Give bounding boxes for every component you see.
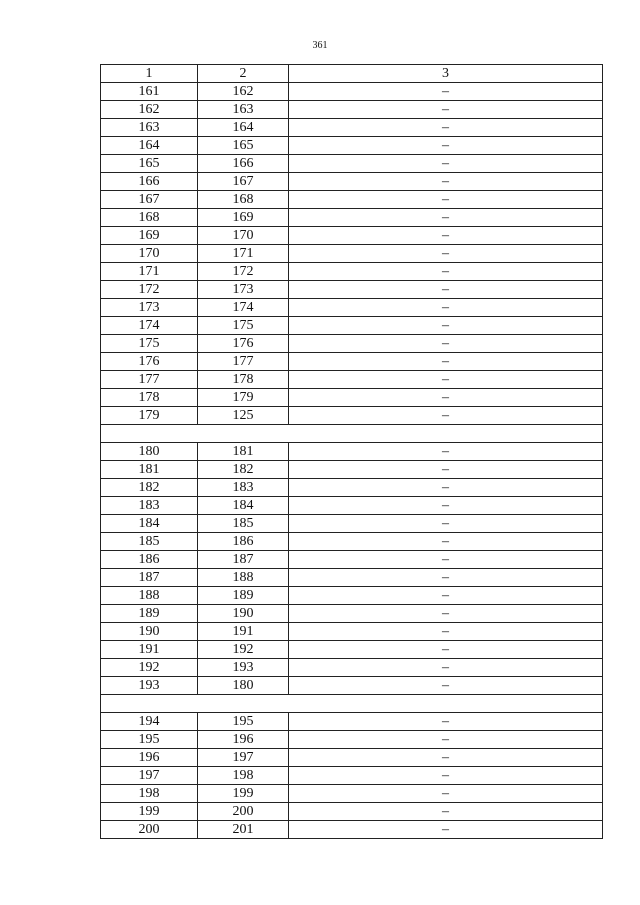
cell-col1: 200 [101, 821, 198, 839]
table-body [101, 65, 603, 839]
cell-col3: – [289, 533, 603, 551]
cell-col1: 194 [101, 713, 198, 731]
cell-col3: – [289, 569, 603, 587]
table-row [101, 209, 603, 227]
cell-col3: – [289, 173, 603, 191]
cell-col2: 185 [198, 515, 289, 533]
cell-col1: 188 [101, 587, 198, 605]
cell-col3: – [289, 101, 603, 119]
cell-col2: 178 [198, 371, 289, 389]
header-cell-col2: 2 [198, 65, 289, 83]
cell-col1: 169 [101, 227, 198, 245]
cell-col2: 177 [198, 353, 289, 371]
cell-col3: – [289, 119, 603, 137]
cell-col1: 181 [101, 461, 198, 479]
cell-col3: – [289, 443, 603, 461]
cell-col1: 183 [101, 497, 198, 515]
cell-col2: 201 [198, 821, 289, 839]
cell-col3: – [289, 353, 603, 371]
cell-col2: 187 [198, 551, 289, 569]
cell-col3: – [289, 785, 603, 803]
table-row [101, 551, 603, 569]
cell-col2: 186 [198, 533, 289, 551]
cell-col3: – [289, 623, 603, 641]
table-row [101, 677, 603, 695]
cell-col2: 172 [198, 263, 289, 281]
table-row [101, 119, 603, 137]
cell-col1: 199 [101, 803, 198, 821]
table-row [101, 389, 603, 407]
cell-col3: – [289, 731, 603, 749]
cell-col3: – [289, 209, 603, 227]
cell-col2: 184 [198, 497, 289, 515]
cell-col3: – [289, 659, 603, 677]
cell-col1: 164 [101, 137, 198, 155]
cell-col3: – [289, 371, 603, 389]
cell-col3: – [289, 335, 603, 353]
cell-col3: – [289, 713, 603, 731]
cell-col1: 171 [101, 263, 198, 281]
cell-col2: 170 [198, 227, 289, 245]
cell-col2: 193 [198, 659, 289, 677]
cell-col2: 200 [198, 803, 289, 821]
table-row [101, 659, 603, 677]
cell-col2: 168 [198, 191, 289, 209]
cell-col2: 196 [198, 731, 289, 749]
cell-col3: – [289, 407, 603, 425]
table-row [101, 155, 603, 173]
cell-col2: 173 [198, 281, 289, 299]
cell-col2: 191 [198, 623, 289, 641]
cell-col1: 197 [101, 767, 198, 785]
table-row [101, 443, 603, 461]
section-separator-cell [101, 425, 603, 443]
table-row [101, 83, 603, 101]
table-row [101, 335, 603, 353]
cell-col2: 197 [198, 749, 289, 767]
cell-col2: 195 [198, 713, 289, 731]
table-row [101, 353, 603, 371]
cell-col2: 163 [198, 101, 289, 119]
cell-col2: 171 [198, 245, 289, 263]
cell-col2: 162 [198, 83, 289, 101]
cell-col3: – [289, 137, 603, 155]
cell-col3: – [289, 749, 603, 767]
cell-col3: – [289, 497, 603, 515]
cell-col3: – [289, 389, 603, 407]
cell-col3: – [289, 191, 603, 209]
cell-col2: 192 [198, 641, 289, 659]
cell-col3: – [289, 551, 603, 569]
cell-col3: – [289, 299, 603, 317]
table-row [101, 731, 603, 749]
table-row [101, 101, 603, 119]
table-row [101, 371, 603, 389]
section-separator-cell [101, 695, 603, 713]
cell-col3: – [289, 803, 603, 821]
cell-col1: 193 [101, 677, 198, 695]
cell-col1: 166 [101, 173, 198, 191]
table-row [101, 479, 603, 497]
cell-col3: – [289, 245, 603, 263]
cell-col1: 189 [101, 605, 198, 623]
cell-col2: 190 [198, 605, 289, 623]
cell-col3: – [289, 515, 603, 533]
table-row [101, 749, 603, 767]
table-row [101, 407, 603, 425]
cell-col2: 175 [198, 317, 289, 335]
table-row [101, 263, 603, 281]
table-row [101, 317, 603, 335]
table-row [101, 569, 603, 587]
cell-col3: – [289, 461, 603, 479]
cell-col1: 174 [101, 317, 198, 335]
table-row [101, 191, 603, 209]
cell-col1: 180 [101, 443, 198, 461]
cell-col1: 177 [101, 371, 198, 389]
cell-col3: – [289, 263, 603, 281]
page-number: 361 [312, 40, 328, 51]
cell-col1: 195 [101, 731, 198, 749]
header-cell-col3: 3 [289, 65, 603, 83]
cell-col2: 180 [198, 677, 289, 695]
cell-col1: 178 [101, 389, 198, 407]
table-row [101, 515, 603, 533]
cell-col3: – [289, 281, 603, 299]
cell-col3: – [289, 317, 603, 335]
table-row [101, 137, 603, 155]
cell-col1: 165 [101, 155, 198, 173]
cell-col2: 174 [198, 299, 289, 317]
cell-col1: 196 [101, 749, 198, 767]
cell-col2: 181 [198, 443, 289, 461]
header-cell-col1: 1 [101, 65, 198, 83]
table-row [101, 785, 603, 803]
cell-col2: 167 [198, 173, 289, 191]
cell-col1: 191 [101, 641, 198, 659]
cell-col1: 172 [101, 281, 198, 299]
cell-col1: 161 [101, 83, 198, 101]
cell-col2: 169 [198, 209, 289, 227]
table-row [101, 281, 603, 299]
cell-col2: 189 [198, 587, 289, 605]
cell-col3: – [289, 605, 603, 623]
cell-col1: 176 [101, 353, 198, 371]
table-row [101, 623, 603, 641]
cell-col2: 166 [198, 155, 289, 173]
table-row [101, 767, 603, 785]
cell-col3: – [289, 641, 603, 659]
table-row [101, 299, 603, 317]
section-separator-row [101, 425, 603, 443]
cell-col1: 190 [101, 623, 198, 641]
cell-col2: 176 [198, 335, 289, 353]
cell-col1: 163 [101, 119, 198, 137]
cell-col3: – [289, 767, 603, 785]
cell-col3: – [289, 155, 603, 173]
cell-col2: 199 [198, 785, 289, 803]
cell-col3: – [289, 479, 603, 497]
cell-col1: 184 [101, 515, 198, 533]
cell-col2: 188 [198, 569, 289, 587]
table-row [101, 803, 603, 821]
table-row [101, 713, 603, 731]
cell-col1: 187 [101, 569, 198, 587]
table-row [101, 587, 603, 605]
cell-col1: 182 [101, 479, 198, 497]
cell-col1: 170 [101, 245, 198, 263]
cell-col1: 198 [101, 785, 198, 803]
cell-col2: 198 [198, 767, 289, 785]
cell-col1: 162 [101, 101, 198, 119]
cell-col1: 179 [101, 407, 198, 425]
cell-col1: 186 [101, 551, 198, 569]
cell-col2: 165 [198, 137, 289, 155]
cell-col2: 182 [198, 461, 289, 479]
table-row [101, 227, 603, 245]
table-row [101, 461, 603, 479]
cell-col3: – [289, 83, 603, 101]
cell-col1: 173 [101, 299, 198, 317]
data-table [100, 64, 603, 839]
table-row [101, 245, 603, 263]
cell-col3: – [289, 821, 603, 839]
table-row [101, 173, 603, 191]
cell-col3: – [289, 587, 603, 605]
section-separator-row [101, 695, 603, 713]
table-row [101, 641, 603, 659]
cell-col1: 168 [101, 209, 198, 227]
cell-col2: 164 [198, 119, 289, 137]
cell-col2: 183 [198, 479, 289, 497]
cell-col1: 167 [101, 191, 198, 209]
table-row [101, 497, 603, 515]
table-row [101, 533, 603, 551]
cell-col3: – [289, 227, 603, 245]
cell-col2: 125 [198, 407, 289, 425]
cell-col1: 185 [101, 533, 198, 551]
cell-col3: – [289, 677, 603, 695]
table-row [101, 821, 603, 839]
table-header-row [101, 65, 603, 83]
cell-col2: 179 [198, 389, 289, 407]
table-row [101, 605, 603, 623]
cell-col1: 192 [101, 659, 198, 677]
cell-col1: 175 [101, 335, 198, 353]
